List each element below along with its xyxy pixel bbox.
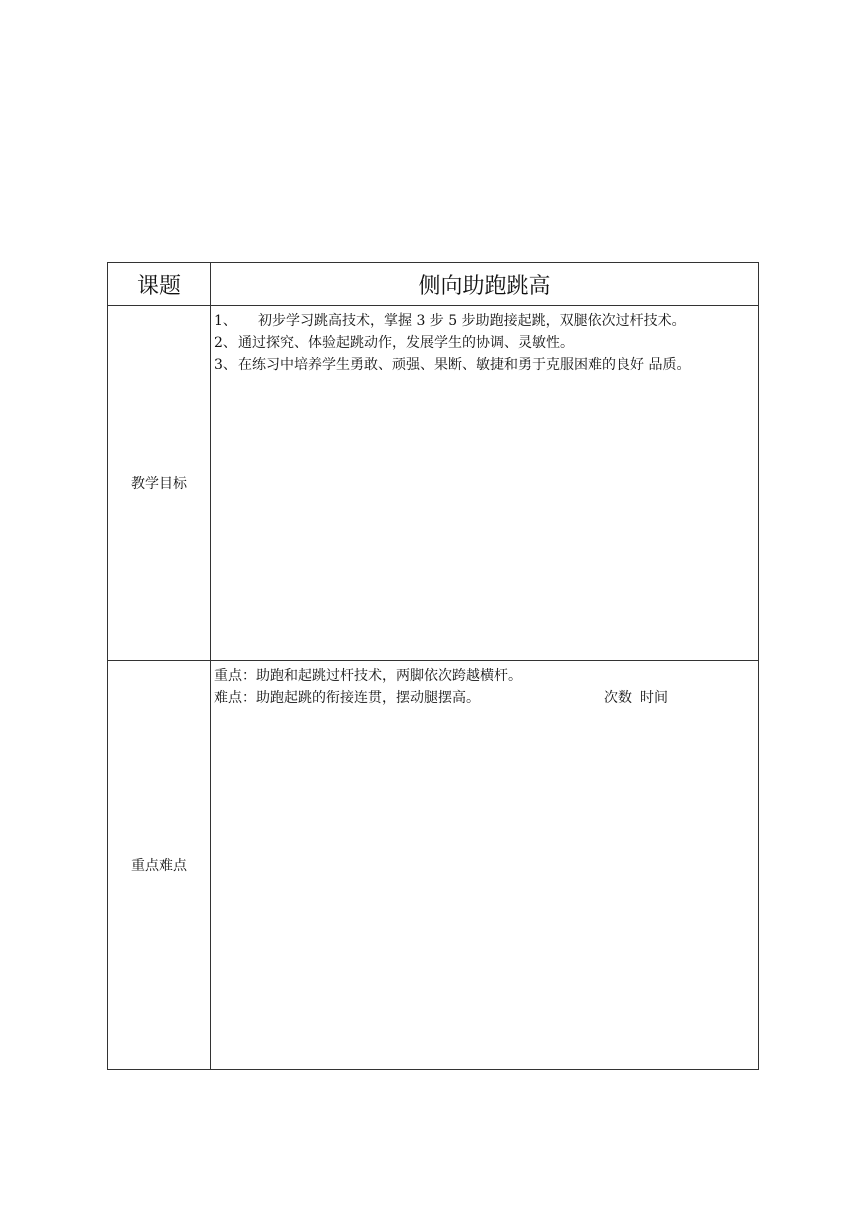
goal-number: 1、 [214,313,237,329]
goal-item [214,354,754,376]
goals-row [108,306,759,661]
goal-text: 初步学习跳高技术，掌握 3 步 5 步助跑接起跳，双腿依次过杆技术。 [258,313,686,329]
key-points-row [108,661,759,1070]
goals-content [211,306,759,661]
count-time-labels [604,690,668,706]
key-point-text: 重点：助跑和起跳过杆技术，两脚依次跨越横杆。 [214,668,522,684]
title-label: 课题 [108,263,211,306]
goal-text: 通过探究、体验起跳动作，发展学生的协调、灵敏性。 [238,335,574,351]
count-label: 次数 [604,690,632,706]
difficulty-text: 难点：助跑起跳的衔接连贯，摆动腿摆高。 [214,690,480,706]
goal-text: 在练习中培养学生勇敢、顽强、果断、敏捷和勇于克服困难的良好 品质。 [238,357,691,373]
goals-label: 教学目标 [108,306,211,661]
time-label: 时间 [640,690,668,706]
title-row [108,263,759,306]
goal-number: 2、 [214,335,237,351]
key-points-label: 重点难点 [108,661,211,1070]
difficulty-line [214,687,754,709]
lesson-title: 侧向助跑跳高 [211,263,759,306]
key-points-content [211,661,759,1070]
lesson-plan-table [107,262,759,1070]
goal-number: 3、 [214,357,237,373]
goal-item [214,332,754,354]
goal-item [214,310,754,332]
